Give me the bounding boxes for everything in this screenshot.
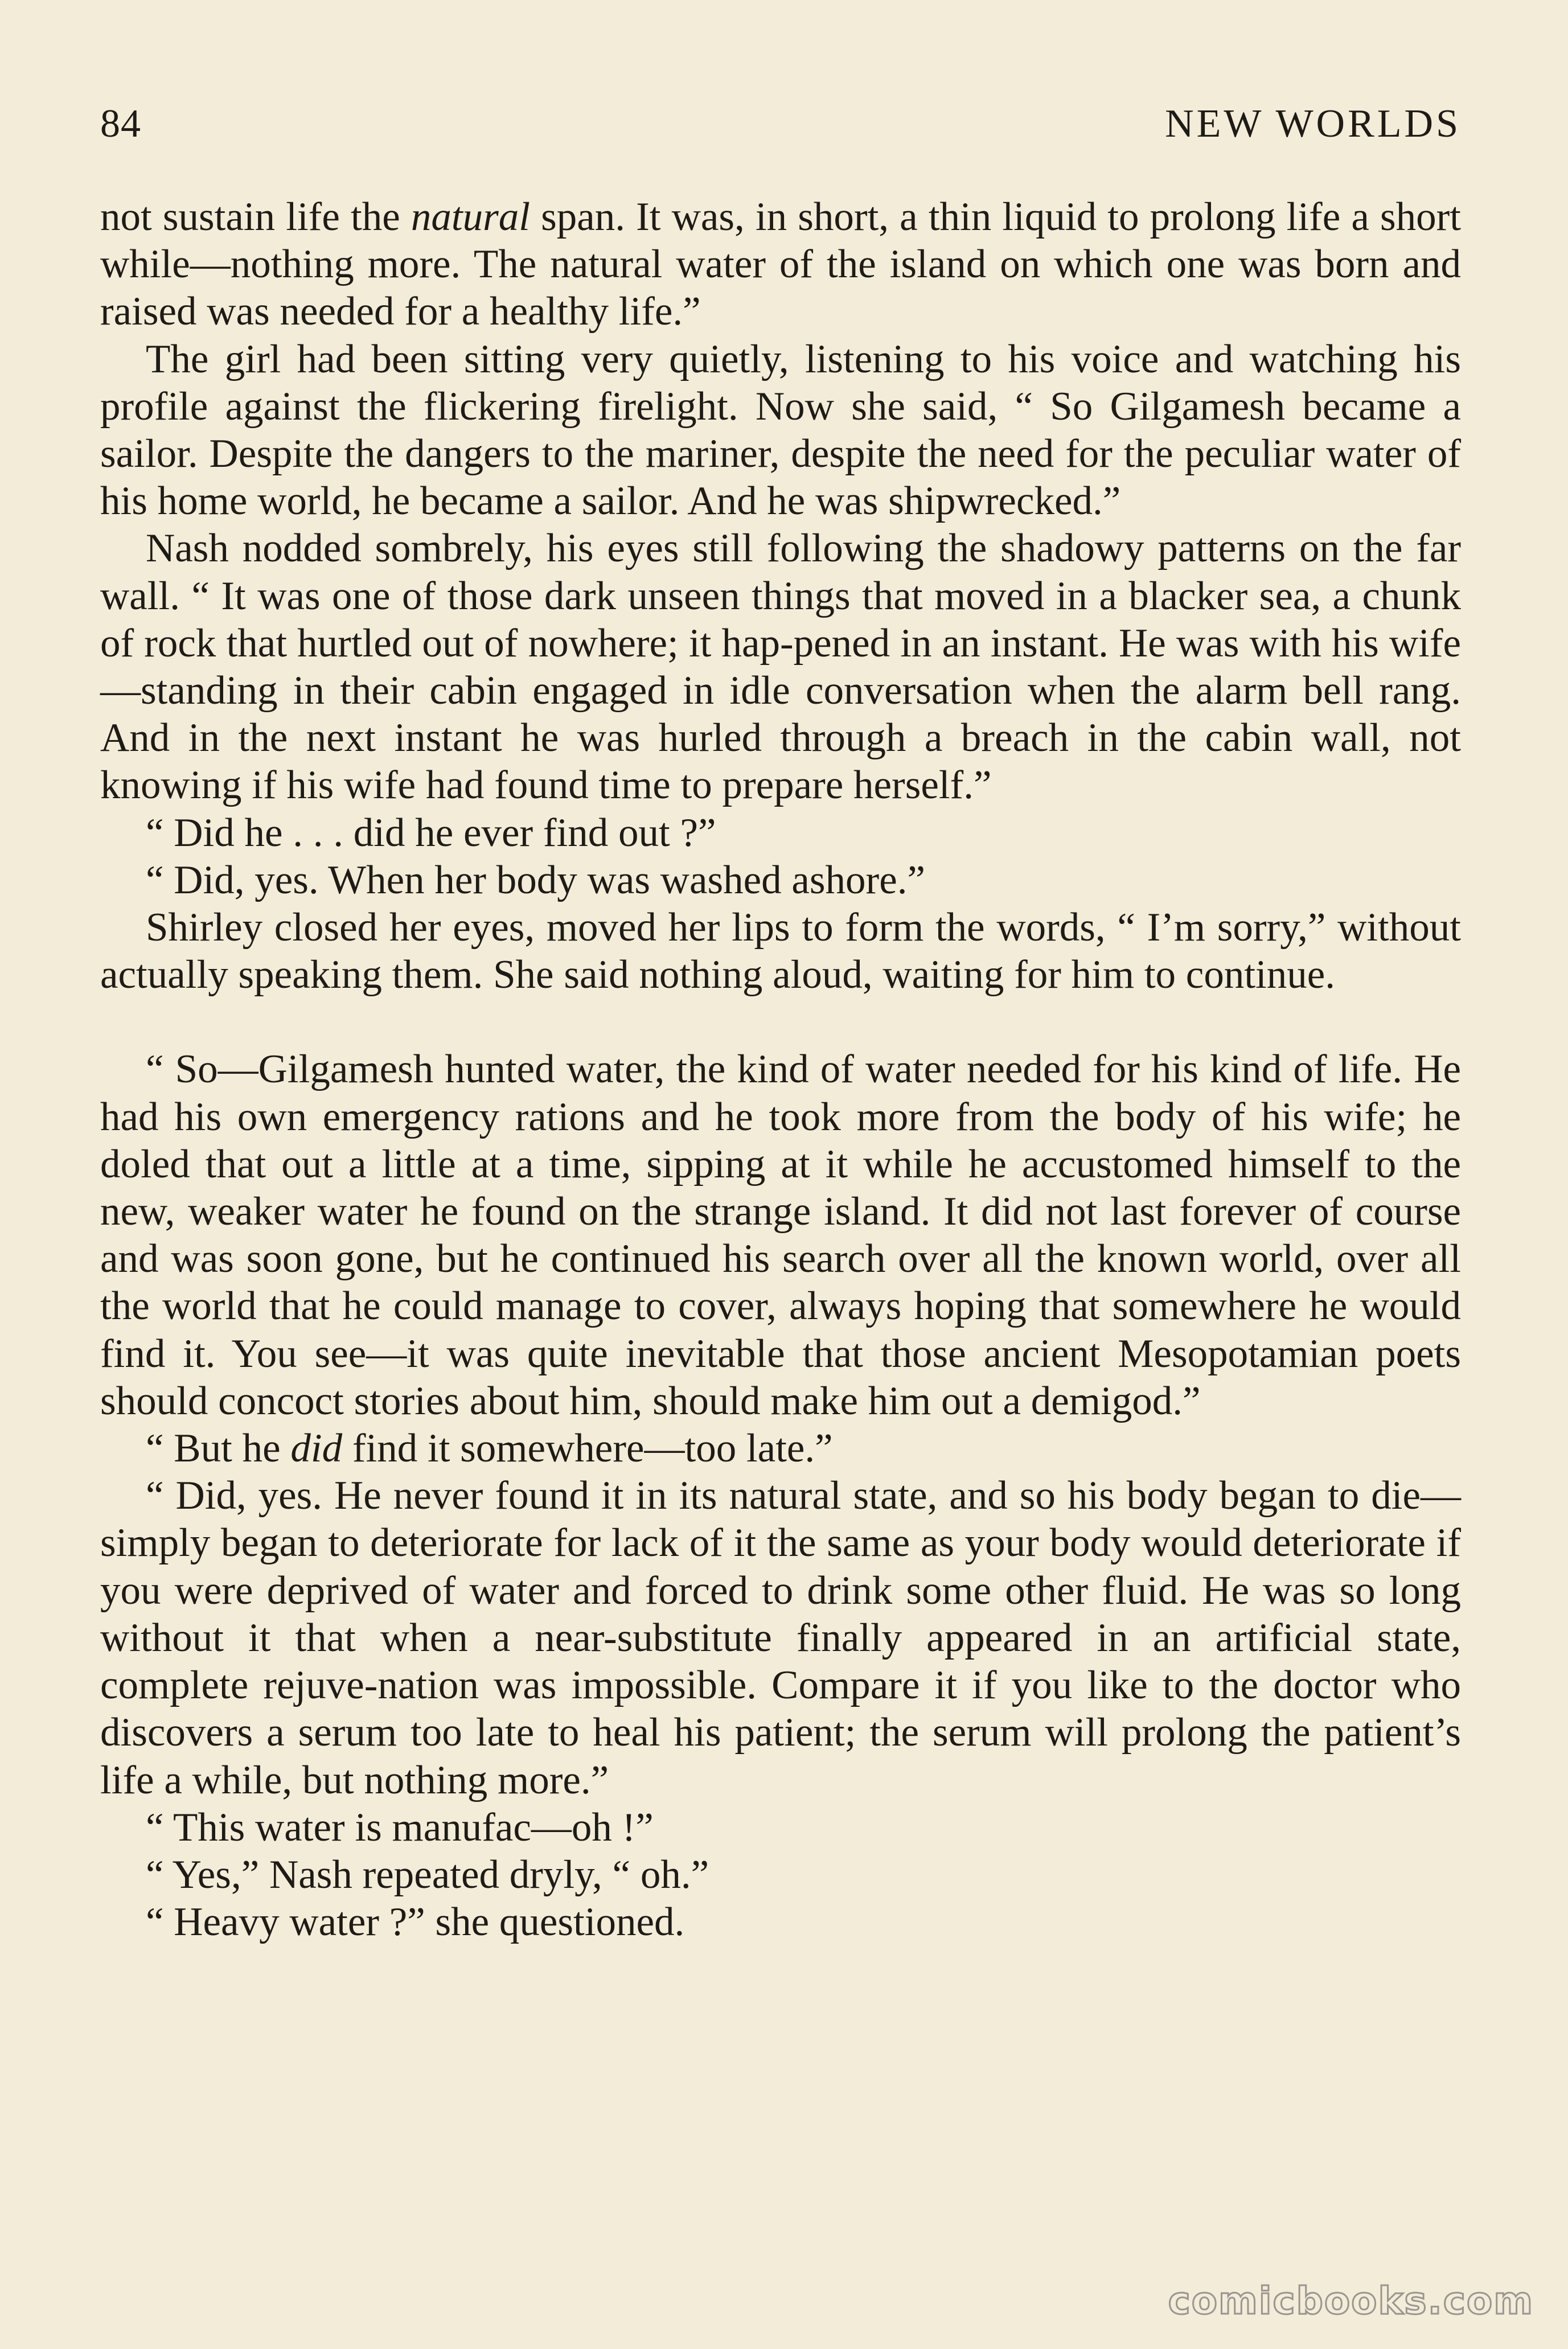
paragraph: The girl had been sitting very quietly, listening to his voice and watching his profile against the flickering firelight. Now she said, “ So Gilgamesh became a sailor. Despite the dangers to the mariner, despite the need for the peculiar water of his home world, he became a sailor. And he was shipwrecked.”	[100, 336, 1461, 524]
paragraph: “ This water is manufac—oh !”	[146, 1805, 654, 1850]
paragraph: “ Yes,” Nash repeated dryly, “ oh.”	[146, 1852, 709, 1897]
italic-text: did	[290, 1426, 343, 1471]
paragraph: Shirley closed her eyes, moved her lips to form the words, “ I’m sorry,” without actually speaking them. She said nothing aloud, waiting for him to continue.	[100, 905, 1461, 997]
paragraph: Nash nodded sombrely, his eyes still following the shadowy patterns on the far wall. “ It was one of those dark unseen things that moved in a blacker sea, a chunk of rock that hurtled out of nowhere; it hap-pened in an instant. He was with his wife—standing in their cabin engaged in idle conversation when the alarm bell rang. And in the next instant he was hurled through a breach in the cabin wall, not knowing if his wife had found time to prepare herself.”	[100, 526, 1461, 808]
text-run: not sustain life the	[100, 195, 411, 239]
paragraph: “ So—Gilgamesh hunted water, the kind of water needed for his kind of life. He had his own emergency rations and he took more from the body of his wife; he doled that out a little at a time, sipping at it while he accustomed himself to the new, weaker water he found on the strange island. It did not last forever of course and was soon gone, but he continued his search over all the known world, over all the world that he could manage to cover, always hoping that somewhere he would find it. You see—it was quite inevitable that those ancient Mesopotamian poets should concoct stories about him, should make him out a demigod.”	[100, 1047, 1461, 1423]
running-title: NEW WORLDS	[1165, 102, 1461, 146]
paragraph	[100, 1425, 1461, 1472]
text-run: find it somewhere—too late.”	[342, 1426, 833, 1471]
paragraph: “ Heavy water ?” she questioned.	[146, 1900, 685, 1945]
text-run: span. It was, in short, a thin liquid to prolong life a short while—nothing more. The natural water of the island on which one was born and raised was needed for a healthy life.”	[100, 195, 1461, 334]
paragraph	[100, 194, 1461, 336]
paragraph: “ Did he . . . did he ever find out ?”	[146, 810, 716, 855]
italic-text: natural	[411, 195, 530, 239]
paragraph: “ Did, yes. When her body was washed ashore.”	[146, 857, 925, 902]
section-break	[100, 999, 1461, 1046]
paragraph: “ Did, yes. He never found it in its natural state, and so his body began to die—simply began to deteriorate for lack of it the same as your body would deteriorate if you were deprived of water and forced to drink some other fluid. He was so long without it that when a near-substitute finally appeared in an artificial state, complete rejuve-nation was impossible. Compare it if you like to the doctor who discovers a serum too late to heal his patient; the serum will prolong the patient’s life a while, but nothing more.”	[100, 1473, 1461, 1802]
body-text	[100, 194, 1461, 1946]
watermark: comicbooks.com	[1168, 2279, 1534, 2323]
page-header	[100, 101, 1461, 147]
text-run: “ But he	[146, 1426, 291, 1471]
page-number: 84	[100, 102, 141, 146]
